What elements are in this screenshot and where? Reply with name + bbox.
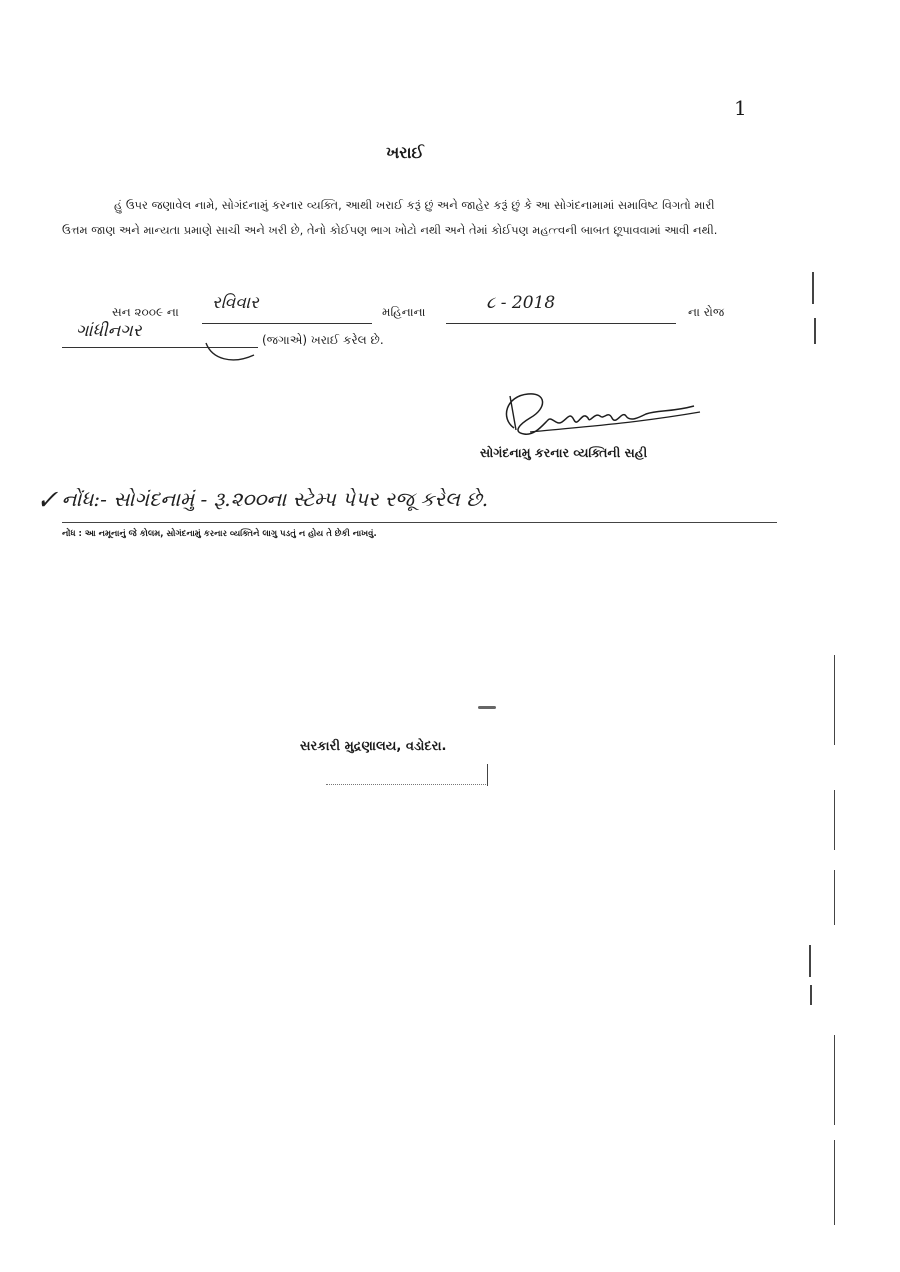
page-number: 1 xyxy=(734,96,747,120)
month-label: મહિનાના xyxy=(382,305,426,319)
page-title: ખરાઈ xyxy=(386,143,424,162)
scan-mark xyxy=(814,318,816,344)
scan-mark xyxy=(834,655,835,745)
day-suffix: ના રોજ xyxy=(688,305,725,319)
handwritten-day: રવિવાર xyxy=(212,293,259,313)
handwritten-date: ૮ - 2018 xyxy=(486,293,556,313)
day-field xyxy=(202,293,372,324)
scan-mark xyxy=(834,1140,835,1225)
footnote: નોંધ : આ નમૂનાનું જે કોલમ, સોગંદનામું કરનાર વ્યક્તિને લાગુ પડતું ન હોય તે છેકી નાખવું. xyxy=(62,529,377,539)
scan-mark xyxy=(812,272,814,304)
year-prefix: સન ૨૦૦૯ ના xyxy=(112,305,179,319)
note-underline xyxy=(62,522,777,523)
declaration-paragraph: હું ઉપર જણાવેલ નામે, સોગંદનામું કરનાર વ્યક્તિ, આથી ખરાઈ કરૂં છું અને જાહેર કરૂં છું કે આ સોગંદનામામાં સમાવિષ્ટ વિગતો મારી ઉત્તમ જાણ અને માન્યતા પ્રમાણે સાચી અને ખરી છે, તેનો કોઈપણ ભાગ ખોટો નથી અને તેમાં કોઈપણ મહત્ત્વની બાબત છૂપાવવામાં આવી નથી. xyxy=(62,198,718,237)
signature-caption: સોગંદનામુ કરનાર વ્યક્તિની સહી xyxy=(480,445,648,460)
scan-mark xyxy=(834,870,835,925)
handwritten-place: ગાંધીનગર xyxy=(76,321,142,341)
place-suffix: (જગાએ) ખરાઈ કરેલ છે. xyxy=(262,333,384,347)
scan-mark xyxy=(810,985,812,1005)
scan-mark xyxy=(478,706,496,709)
printer-footer: સરકારી મુદ્રણાલય, વડોદરા. xyxy=(300,739,447,754)
signature-icon xyxy=(490,388,710,446)
date-line xyxy=(112,293,752,327)
date-field xyxy=(446,293,676,324)
scan-mark xyxy=(834,790,835,850)
footer-underline xyxy=(326,784,486,785)
scan-mark xyxy=(834,1035,835,1125)
place-line xyxy=(62,321,482,353)
pen-stroke-icon xyxy=(202,337,262,367)
scan-mark xyxy=(809,945,811,977)
footer-mark xyxy=(487,764,488,786)
handwritten-note: ✓ નોંધ:- સોગંદનામું - રૂ.૨૦૦ના સ્ટેમ્પ પેપર રજૂ કરેલ છે. xyxy=(40,487,489,511)
